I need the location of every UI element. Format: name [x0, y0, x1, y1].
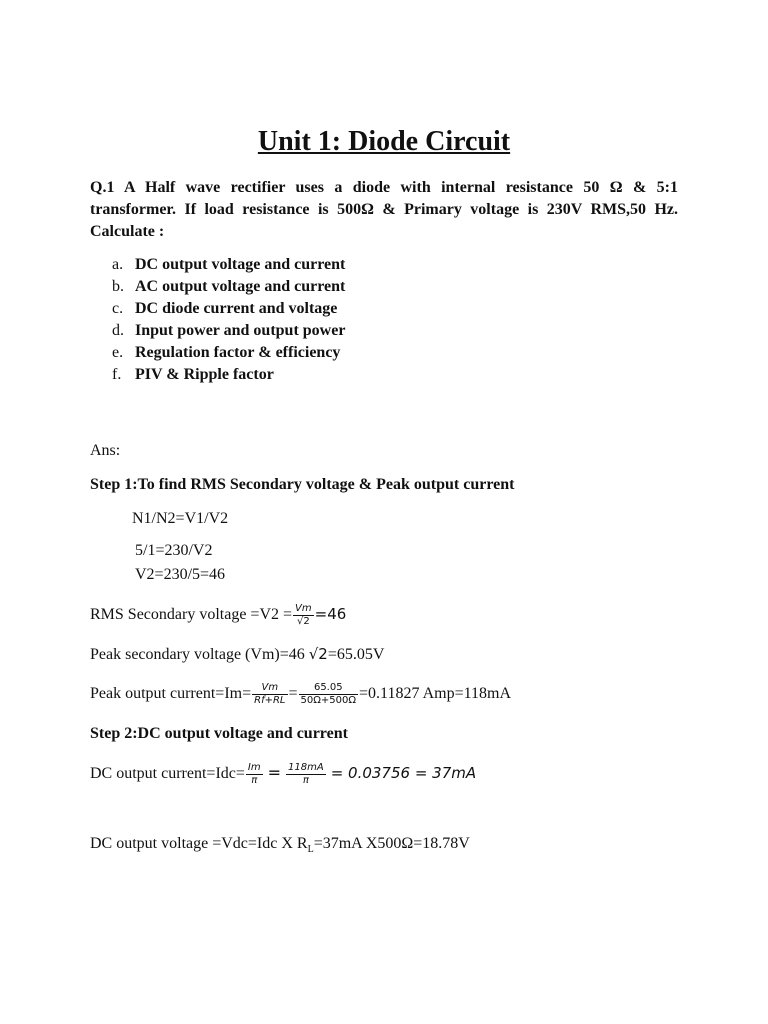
peak-voltage-prefix: Peak secondary voltage (Vm)=46 [90, 646, 305, 663]
answer-label: Ans: [90, 442, 121, 459]
peak-voltage-line [90, 645, 384, 664]
list-marker: b. [112, 278, 124, 295]
list-item [90, 364, 345, 386]
list-item [90, 342, 345, 364]
fraction-numerator: 118mA [288, 761, 324, 773]
rms-denominator: √2 [293, 615, 314, 628]
list-item [90, 276, 345, 298]
dc-current-prefix: DC output current=Idc= [90, 765, 245, 782]
list-item [90, 298, 345, 320]
fraction-numerator: Im [247, 761, 261, 773]
list-item-text: AC output voltage and current [135, 278, 346, 295]
list-item [90, 320, 345, 342]
page-title: Unit 1: Diode Circuit [257, 126, 511, 157]
fraction-denominator: Rf+RL [254, 694, 286, 706]
equation-turns-ratio: N1/N2=V1/V2 [132, 510, 229, 527]
rms-prefix: RMS Secondary voltage =V2 = [90, 606, 293, 623]
dc-voltage-line [90, 835, 470, 855]
fraction-denominator: 50Ω+500Ω [300, 694, 357, 706]
list-marker: f. [112, 366, 122, 383]
equation-v2: V2=230/5=46 [135, 566, 226, 583]
equals-sign: = [267, 763, 282, 782]
fraction-numerator: 65.05 [313, 681, 343, 693]
peak-voltage-suffix: =65.05V [327, 646, 385, 663]
sqrt-symbol: √2 [308, 645, 328, 663]
peak-current-line [90, 676, 511, 712]
list-marker: c. [112, 300, 124, 317]
fraction-numerator: Vm [261, 681, 279, 693]
equation-ratio-values: 5/1=230/V2 [135, 542, 213, 559]
rms-numerator: Vm [295, 602, 312, 614]
fraction-denominator: π [246, 774, 263, 787]
step2-heading: Step 2:DC output voltage and current [90, 725, 348, 742]
list-item-text: DC diode current and voltage [135, 300, 338, 317]
dc-current-line [90, 755, 476, 791]
list-item-text: Input power and output power [135, 322, 346, 339]
dc-voltage-prefix: DC output voltage =Vdc=Idc X R [90, 835, 308, 852]
question-text: Q.1 A Half wave rectifier uses a diode with internal resistance 50 Ω & 5:1 transformer. If load resistance is 500Ω & Primary voltage is 230V RMS,50 Hz. Calculate : [90, 179, 678, 240]
fraction-denominator: π [286, 774, 326, 787]
question-item-list [90, 254, 345, 386]
dc-current-fraction-2 [286, 762, 326, 787]
list-marker: a. [112, 256, 124, 273]
rms-fraction [293, 603, 314, 628]
list-marker: d. [112, 322, 124, 339]
list-item-text: DC output voltage and current [135, 256, 346, 273]
dc-current-fraction-1 [246, 762, 263, 787]
list-marker: e. [112, 344, 124, 361]
peak-current-fraction-1 [252, 682, 287, 707]
list-item [90, 254, 345, 276]
rms-suffix: =46 [314, 605, 347, 623]
list-item-text: Regulation factor & efficiency [135, 344, 341, 361]
equals-sign: = [288, 685, 298, 702]
peak-current-suffix: =0.11827 Amp=118mA [359, 685, 511, 702]
dc-voltage-suffix: =37mA X500Ω=18.78V [313, 835, 470, 852]
rms-voltage-line [90, 596, 346, 632]
step1-heading: Step 1:To find RMS Secondary voltage & Peak output current [90, 476, 515, 493]
dc-current-suffix: = 0.03756 = 37mA [330, 764, 477, 782]
peak-current-fraction-2 [299, 682, 358, 707]
subscript-l: L [307, 844, 314, 856]
peak-current-prefix: Peak output current=Im= [90, 685, 252, 702]
list-item-text: PIV & Ripple factor [135, 366, 274, 383]
